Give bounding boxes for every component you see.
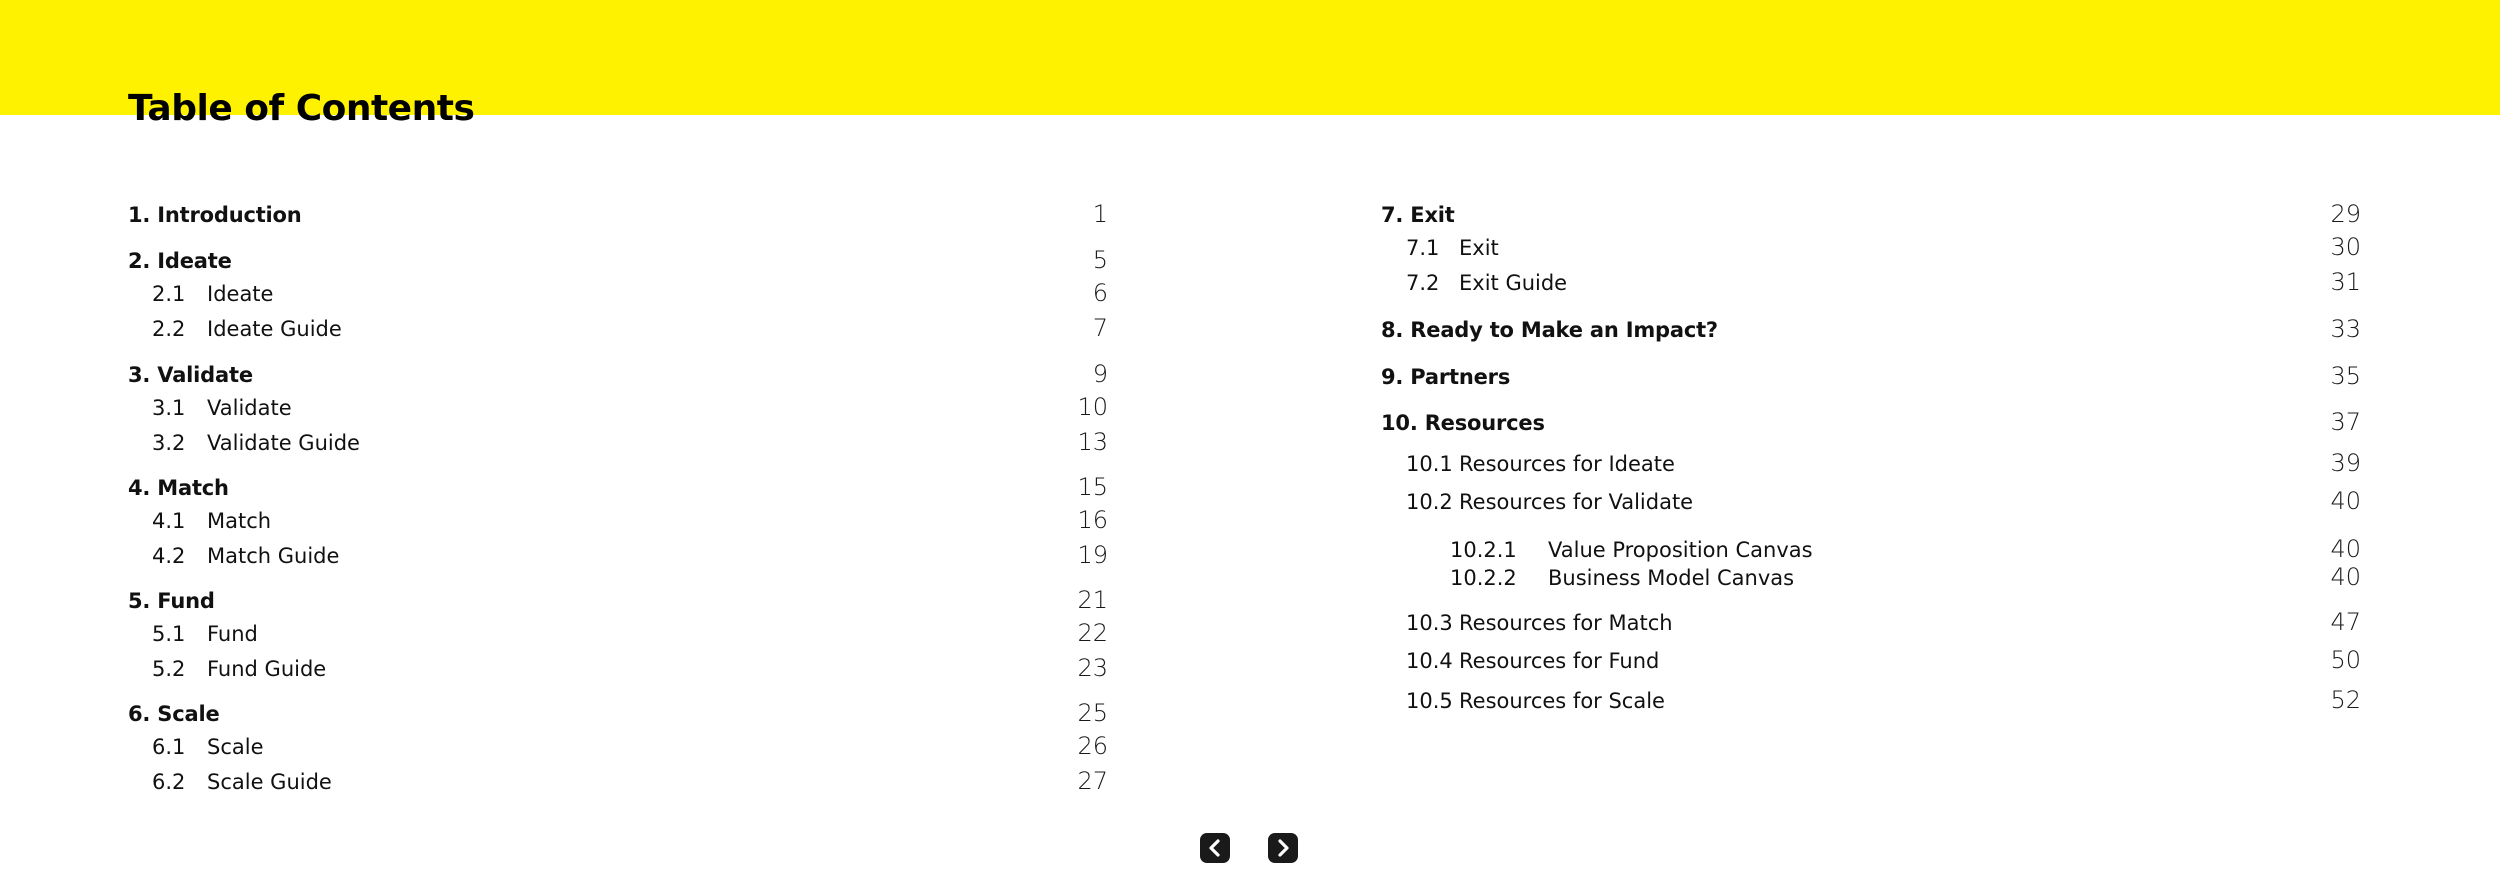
toc-entry-label: 6. Scale [128,702,220,726]
toc-page-number: 50 [2330,646,2361,674]
toc-page-number: 19 [1077,541,1108,569]
toc-entry-label: 7. Exit [1381,203,1455,227]
toc-page-number: 15 [1077,473,1108,501]
toc-entry[interactable] [128,767,1108,802]
toc-entry-label: Value Proposition Canvas [1548,538,1813,562]
page-title: Table of Contents [128,88,475,129]
prev-page-button[interactable] [1200,833,1230,863]
toc-entry[interactable] [128,360,1108,395]
toc-page-number: 40 [2330,487,2361,515]
toc-entry-label: Resources for Ideate [1459,452,1675,476]
toc-entry-number: 6.1 [152,735,186,759]
chevron-right-icon [1268,833,1298,863]
toc-entry[interactable] [128,541,1108,576]
toc-entry-number: 7.2 [1406,271,1440,295]
toc-page-number: 16 [1077,506,1108,534]
toc-entry[interactable] [128,586,1108,621]
next-page-button[interactable] [1268,833,1298,863]
toc-entry-number: 2.2 [152,317,186,341]
toc-entry-label: Validate Guide [207,431,360,455]
toc-entry[interactable] [128,428,1108,463]
toc-entry-number: 6.2 [152,770,186,794]
toc-entry-number: 3.2 [152,431,186,455]
toc-page-number: 9 [1092,360,1108,388]
toc-entry[interactable] [128,393,1108,428]
toc-entry-label: Match Guide [207,544,340,568]
toc-entry-label: 3. Validate [128,363,253,387]
toc-page-number: 27 [1077,767,1108,795]
toc-entry[interactable] [1381,200,2361,235]
toc-entry[interactable] [1381,449,2361,484]
toc-page-number: 47 [2330,608,2361,636]
toc-entry-label: Exit Guide [1459,271,1568,295]
toc-entry-label: 10. Resources [1381,411,1545,435]
toc-entry[interactable] [1381,362,2361,397]
toc-entry-number: 4.2 [152,544,186,568]
toc-page-number: 52 [2330,686,2361,714]
toc-entry-label: Resources for Match [1459,611,1673,635]
toc-entry[interactable] [128,654,1108,689]
toc-entry-number: 4.1 [152,509,186,533]
toc-entry-label: Scale Guide [207,770,332,794]
toc-entry-number: 10.3 [1406,611,1453,635]
toc-page-number: 22 [1077,619,1108,647]
toc-entry-number: 10.5 [1406,689,1453,713]
toc-entry[interactable] [1381,408,2361,443]
toc-entry[interactable] [128,314,1108,349]
toc-entry-label: Fund Guide [207,657,327,681]
toc-page-number: 1 [1092,200,1108,228]
toc-entry[interactable] [1381,315,2361,350]
toc-entry-label: 2. Ideate [128,249,232,273]
toc-entry-label: 1. Introduction [128,203,302,227]
toc-entry-number: 3.1 [152,396,186,420]
toc-entry[interactable] [128,732,1108,767]
toc-page-number: 21 [1077,586,1108,614]
toc-entry[interactable] [1381,563,2361,598]
toc-entry-label: 9. Partners [1381,365,1511,389]
toc-page-number: 7 [1092,314,1108,342]
toc-page-number: 30 [2330,233,2361,261]
toc-page-number: 39 [2330,449,2361,477]
toc-entry-number: 5.2 [152,657,186,681]
toc-entry-label: Resources for Validate [1459,490,1694,514]
toc-page-number: 23 [1077,654,1108,682]
toc-entry-label: Ideate [207,282,274,306]
toc-entry[interactable] [1381,487,2361,522]
toc-entry-number: 10.2.2 [1450,566,1517,590]
toc-entry-label: Scale [207,735,264,759]
toc-entry[interactable] [1381,646,2361,681]
toc-entry-number: 7.1 [1406,236,1440,260]
toc-entry-label: Resources for Scale [1459,689,1665,713]
toc-entry-number: 2.1 [152,282,186,306]
toc-page-number: 5 [1092,246,1108,274]
toc-entry[interactable] [1381,608,2361,643]
toc-page-number: 33 [2330,315,2361,343]
toc-entry[interactable] [128,279,1108,314]
toc-entry-label: Fund [207,622,258,646]
toc-entry-number: 10.4 [1406,649,1453,673]
toc-page-number: 37 [2330,408,2361,436]
toc-entry[interactable] [128,619,1108,654]
toc-entry[interactable] [128,473,1108,508]
toc-entry-label: Match [207,509,272,533]
toc-page-number: 40 [2330,563,2361,591]
toc-entry[interactable] [1381,233,2361,268]
toc-entry[interactable] [1381,268,2361,303]
toc-entry-label: Exit [1459,236,1499,260]
toc-page-number: 6 [1092,279,1108,307]
toc-entry-label: Validate [207,396,292,420]
toc-page-number: 35 [2330,362,2361,390]
toc-entry-label: Business Model Canvas [1548,566,1795,590]
toc-entry-label: 8. Ready to Make an Impact? [1381,318,1718,342]
toc-entry[interactable] [128,246,1108,281]
toc-entry[interactable] [1381,686,2361,721]
toc-entry-number: 10.1 [1406,452,1453,476]
toc-page-number: 31 [2330,268,2361,296]
toc-page-number: 29 [2330,200,2361,228]
toc-entry-label: 5. Fund [128,589,215,613]
chevron-left-icon [1200,833,1230,863]
toc-page-number: 26 [1077,732,1108,760]
toc-entry-number: 5.1 [152,622,186,646]
toc-entry[interactable] [128,699,1108,734]
toc-entry[interactable] [128,200,1108,235]
toc-entry-label: Resources for Fund [1459,649,1660,673]
toc-entry[interactable] [128,506,1108,541]
toc-page-number: 25 [1077,699,1108,727]
toc-entry-number: 10.2 [1406,490,1453,514]
toc-entry-number: 10.2.1 [1450,538,1517,562]
toc-entry-label: Ideate Guide [207,317,342,341]
toc-page-number: 40 [2330,535,2361,563]
toc-page-number: 10 [1077,393,1108,421]
toc-page-number: 13 [1077,428,1108,456]
toc-entry-label: 4. Match [128,476,229,500]
